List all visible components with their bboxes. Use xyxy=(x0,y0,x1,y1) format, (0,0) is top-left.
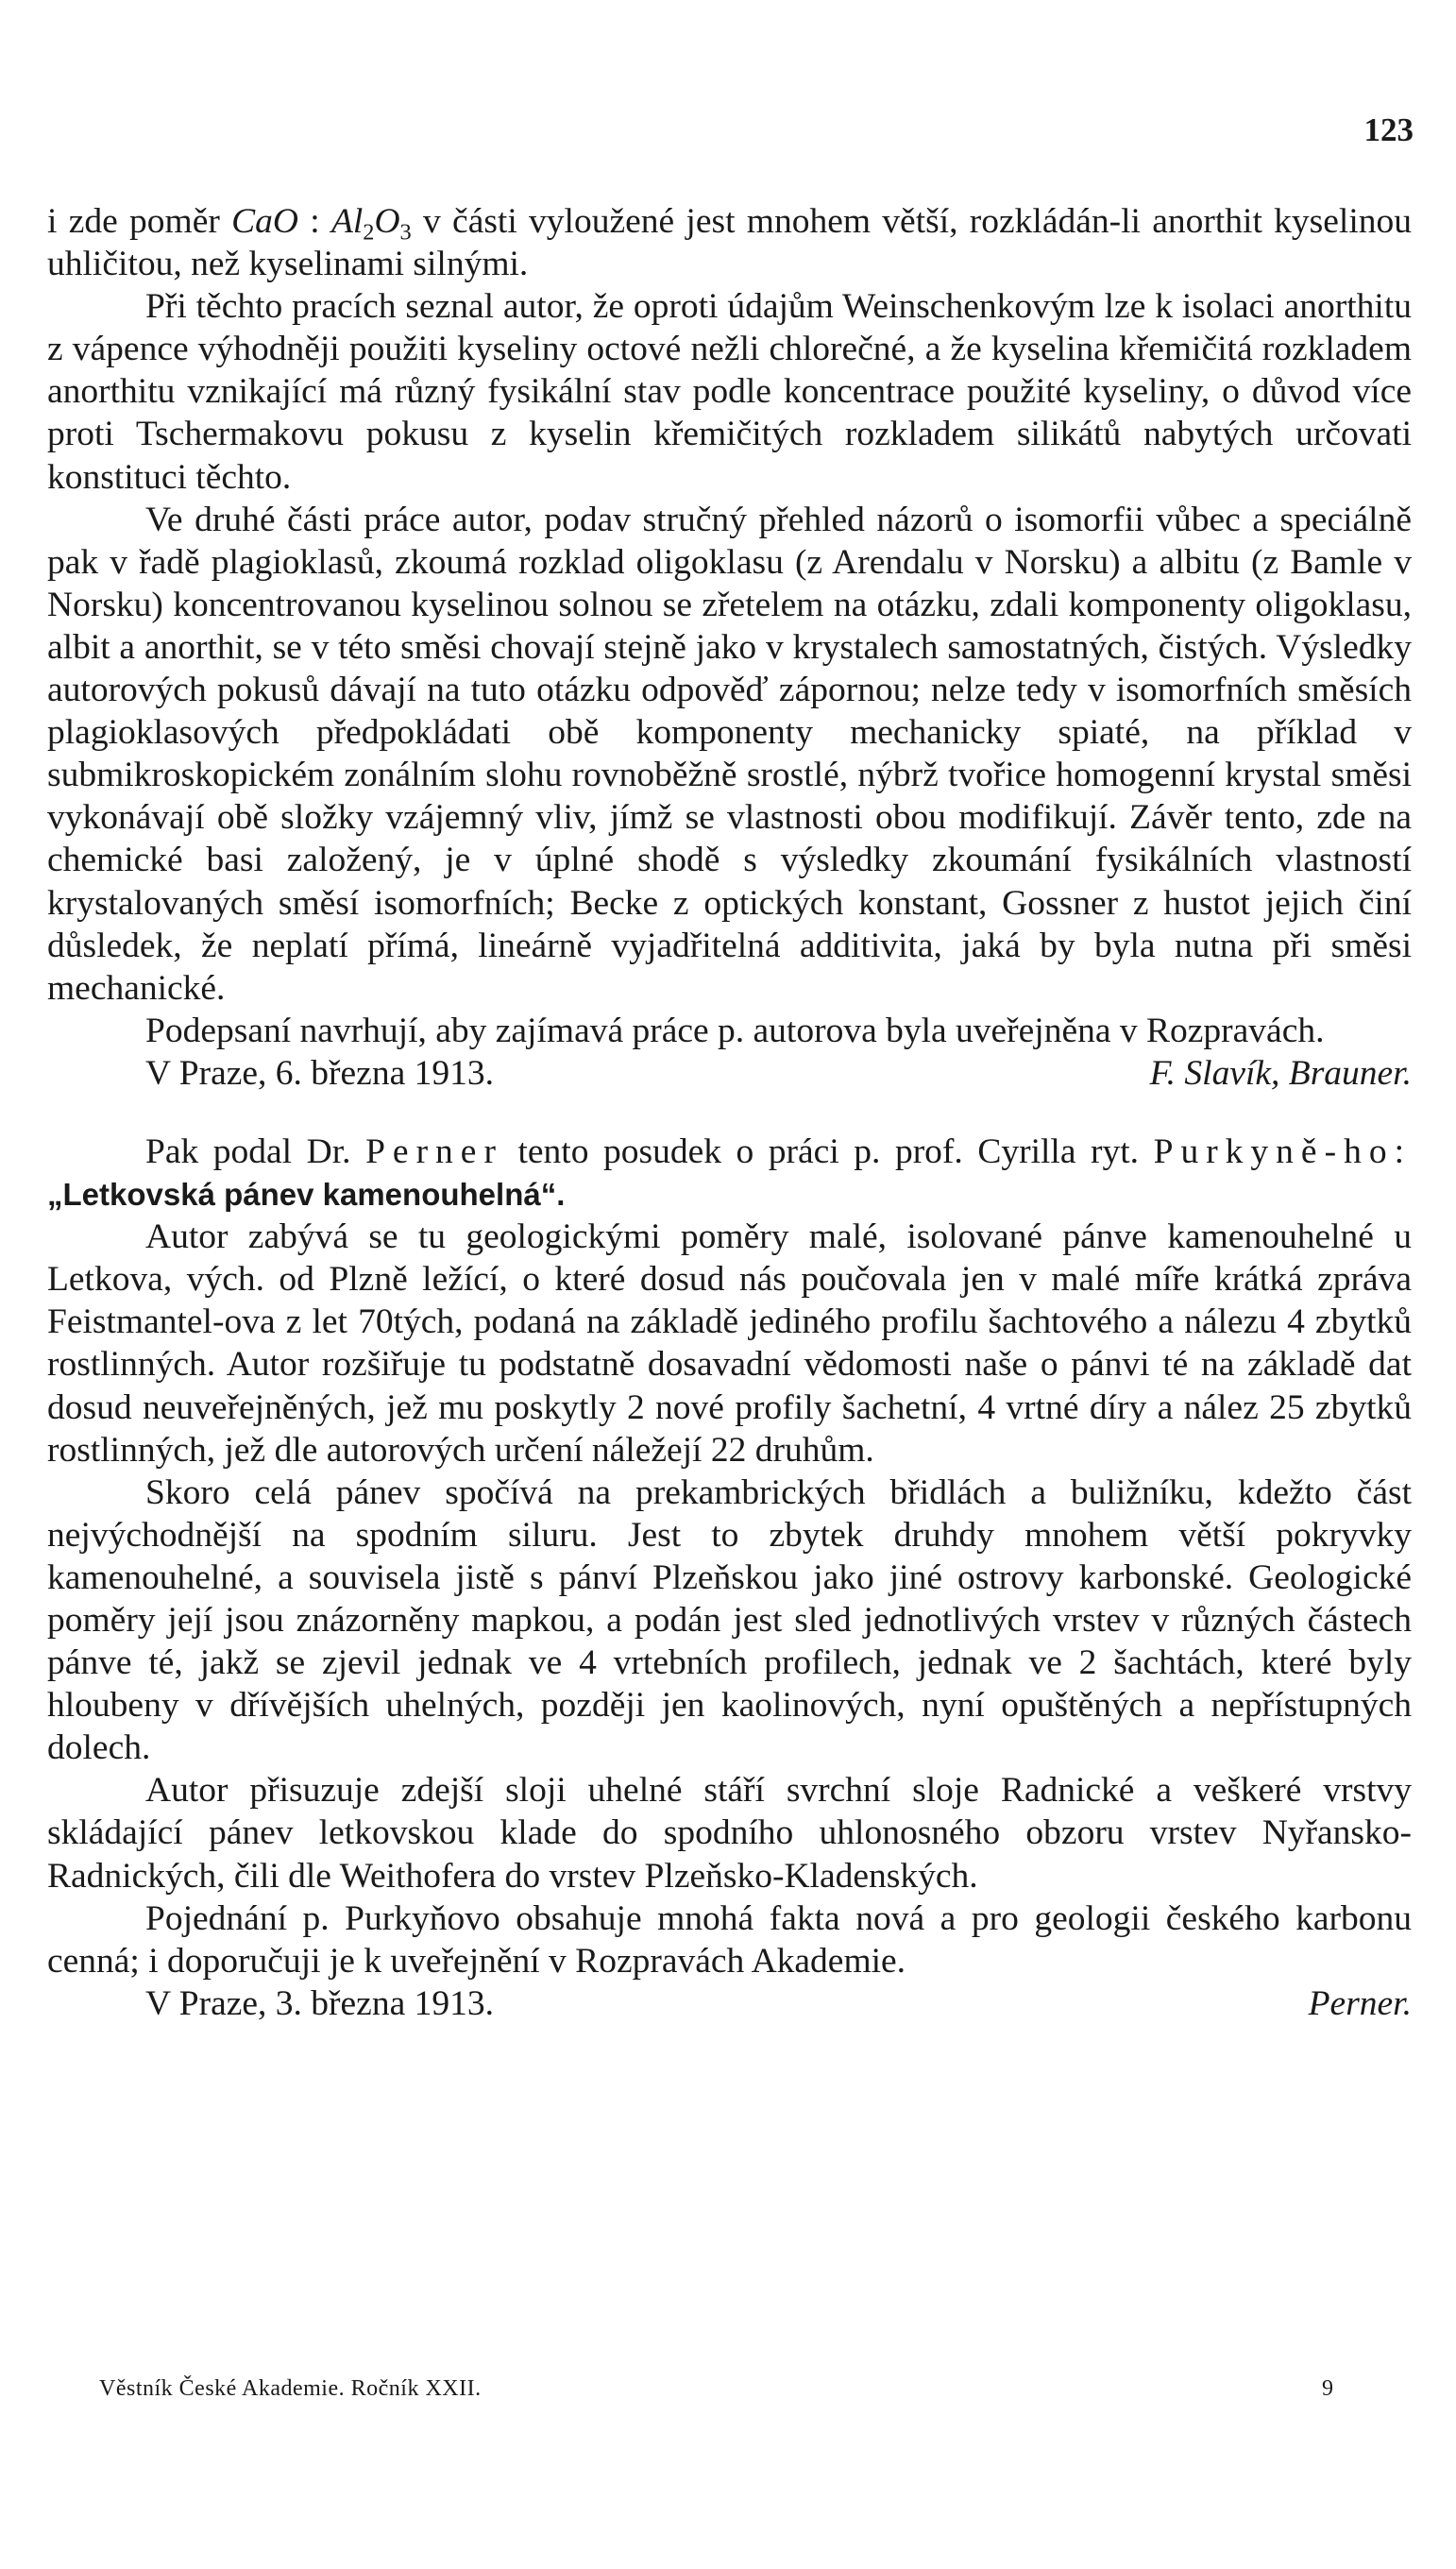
signature-name-2: Perner. xyxy=(1308,1983,1412,2023)
footer-sheet-number: 9 xyxy=(1322,2376,1333,2401)
page-number: 123 xyxy=(1363,111,1414,148)
p1-lead: i zde poměr xyxy=(47,202,232,241)
paragraph-5 xyxy=(47,1131,1412,1216)
signature-line-1 xyxy=(47,1052,1412,1095)
p5-middle: tento posudek o práci p. prof. Cyrilla ryt. xyxy=(502,1131,1154,1171)
author-name-purkyne: Purkyně-ho: xyxy=(1153,1131,1412,1171)
footer-journal: Věstník České Akademie. Ročník XXII. xyxy=(99,2376,482,2401)
paragraph-8: Autor přisuzuje zdejší sloji uhelné stáří svrchní sloje Radnické a veškeré vrstvy skládající pánev letkovskou klade do spodního uhlonosného obzoru vrstev Nyřansko-Radnických, čili dle Weithofera do vrstev Plzeňsko-Kladenských. xyxy=(47,1771,1412,1896)
formula-separator: : xyxy=(297,202,331,241)
section-gap xyxy=(47,1095,1412,1131)
formula-sub-3: 3 xyxy=(399,219,412,246)
p1-rest: v části vyloužené jest mnohem větší, rozkládán-li anorthit kyselinou uhličitou, než kyselinami silnými. xyxy=(47,202,1412,284)
formula-cao: CaO xyxy=(231,202,298,241)
paragraph-3: Ve druhé části práce autor, podav stručný přehled názorů o isomorfii vůbec a speciálně pak v řadě plagioklasů, zkoumá rozklad oligoklasu (z Arendalu v Norsku) a albitu (z Bamle v Norsku) koncentrovanou kyselinou solnou se zřetelem na otázku, zdali komponenty oligoklasu, albit a anorthit, se v této směsi chovají stejně jako v krystalech samostatných, čistých. Výsledky autorových pokusů dávají na tuto otázku odpověď zápornou; nelze tedy v isomorfních směsích plagioklasových předpokládati obě komponenty mechanicky spiaté, na příklad v submikroskopickém zonálním slohu rovnoběžně srostlé, nýbrž tvořice homogenní krystal směsi vykonávají obě složky vzájemný vliv, jímž se vlastnosti obou modifikují. Závěr tento, zde na chemické basi založený, je v úplné shodě s výsledky zkoumání fysikálních vlastností krystalovaných směsí isomorfních; Becke z optických konstant, Gossner z hustot jejich činí důsledek, že neplatí přímá, lineárně vyjadřitelná additivita, jaká by byla nutna při směsi mechanické. xyxy=(47,500,1412,1008)
signature-place-date-1: V Praze, 6. března 1913. xyxy=(145,1053,494,1093)
paragraph-9: Pojednání p. Purkyňovo obsahuje mnohá fakta nová a pro geologii českého karbonu cenná; i doporučuji je k uveřejnění v Rozpravách Akademie. xyxy=(47,1898,1412,1981)
formula-al: Al xyxy=(330,202,364,241)
work-title: „Letkovská pánev kamenouhelná“. xyxy=(47,1177,566,1213)
paragraph-2: Při těchto pracích seznal autor, že oproti údajům Weinschenkovým lze k isolaci anorthitu z vápence výhodněji použiti kyseliny octové nežli chlorečné, a že kyselina křemičitá rozkladem anorthitu vznikající má různý fysikální stav podle koncentrace použité kyseliny, o důvod více proti Tschermakovu pokusu z kyselin křemičitých rozkladem silikátů nabytých určovati konstituci těchto. xyxy=(47,287,1412,497)
paragraph-6: Autor zabývá se tu geologickými poměry malé, isolované pánve kamenouhelné u Letkova, vých. od Plzně ležící, o které dosud nás poučovala jen v malé míře krátká zpráva Feistmantel-ova z let 70tých, podaná na základě jediného profilu šachtového a nálezu 4 zbytků rostlinných. Autor rozšiřuje tu podstatně dosavadní vědomosti naše o pánvi té na základě dat dosud neuveřejněných, jež mu poskytly 2 nové profily šachetní, 4 vrtné díry a nález 25 zbytků rostlinných, jež dle autorových určení náležejí 22 druhům. xyxy=(47,1217,1412,1470)
author-name-perner: Perner xyxy=(365,1131,503,1171)
paragraph-4: Podepsaní navrhují, aby zajímavá práce p. autorova byla uveřejněna v Rozpravách. xyxy=(145,1011,1325,1050)
signature-names-1: F. Slavík, Brauner. xyxy=(1149,1053,1412,1093)
signature-line-2 xyxy=(47,1982,1412,2025)
paragraph-1 xyxy=(47,200,1412,285)
formula-o: O xyxy=(374,202,400,241)
signature-place-date-2: V Praze, 3. března 1913. xyxy=(145,1983,494,2023)
p5-lead: Pak podal Dr. xyxy=(145,1131,366,1171)
formula-sub-2: 2 xyxy=(363,219,375,246)
article-body xyxy=(47,200,1412,2025)
paragraph-7: Skoro celá pánev spočívá na prekambrických břidlách a buližníku, kdežto část nejvýchodnější na spodním siluru. Jest to zbytek druhdy mnohem větší pokryvky kamenouhelné, a souvisela jistě s pánví Plzeňskou jako jiné ostrovy karbonské. Geologické poměry její jsou znázorněny mapkou, a podán jest sled jednotlivých vrstev v různých částech pánve té, jakž se zjevil jednak ve 4 vrtebních profilech, jednak ve 2 šachtách, které byly hloubeny v dřívějších uhelných, později jen kaolinových, nyní opuštěných a nepřístupných dolech. xyxy=(47,1472,1412,1768)
page-footer xyxy=(47,2376,1333,2402)
